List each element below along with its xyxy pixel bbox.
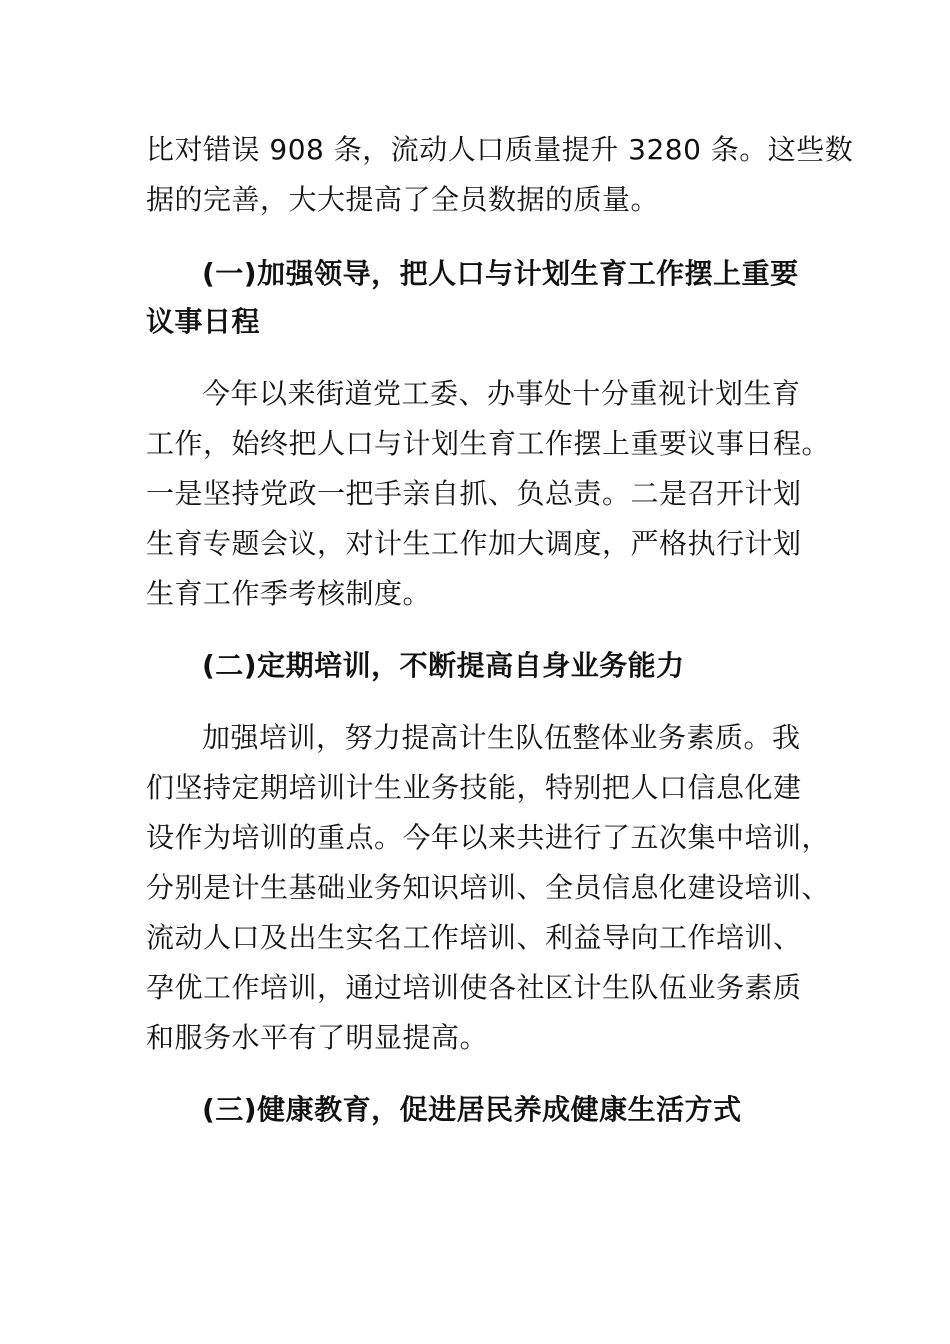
paragraph-line: 设作为培训的重点。今年以来共进行了五次集中培训， bbox=[146, 821, 831, 854]
paragraph-line: 分别是计生基础业务知识培训、全员信息化建设培训、 bbox=[146, 871, 831, 904]
paragraph-line: 加强培训，努力提高计生队伍整体业务素质。我 bbox=[202, 721, 801, 754]
paragraph-line: 们坚持定期培训计生业务技能，特别把人口信息化建 bbox=[146, 771, 802, 804]
paragraph-line: 工作，始终把人口与计划生育工作摆上重要议事日程。 bbox=[146, 427, 831, 460]
paragraph-line: 生育专题会议，对计生工作加大调度，严格执行计划 bbox=[146, 527, 802, 560]
section-heading: (三)健康教育，促进居民养成健康生活方式 bbox=[202, 1093, 742, 1126]
paragraph-line: 生育工作季考核制度。 bbox=[146, 577, 432, 610]
section-heading: 议事日程 bbox=[146, 305, 261, 338]
paragraph-line: 比对错误 908 条，流动人口质量提升 3280 条。这些数 bbox=[146, 133, 854, 166]
paragraph-line: 流动人口及出生实名工作培训、利益导向工作培训、 bbox=[146, 921, 802, 954]
paragraph-line: 孕优工作培训，通过培训使各社区计生队伍业务素质 bbox=[146, 971, 802, 1004]
paragraph-line: 据的完善，大大提高了全员数据的质量。 bbox=[146, 183, 660, 216]
paragraph-line: 今年以来街道党工委、办事处十分重视计划生育 bbox=[202, 377, 801, 410]
paragraph-line: 和服务水平有了明显提高。 bbox=[146, 1021, 489, 1054]
paragraph-line: 一是坚持党政一把手亲自抓、负总责。二是召开计划 bbox=[146, 477, 802, 510]
section-heading: (二)定期培训，不断提高自身业务能力 bbox=[202, 649, 685, 682]
section-heading: (一)加强领导，把人口与计划生育工作摆上重要 bbox=[202, 257, 799, 290]
